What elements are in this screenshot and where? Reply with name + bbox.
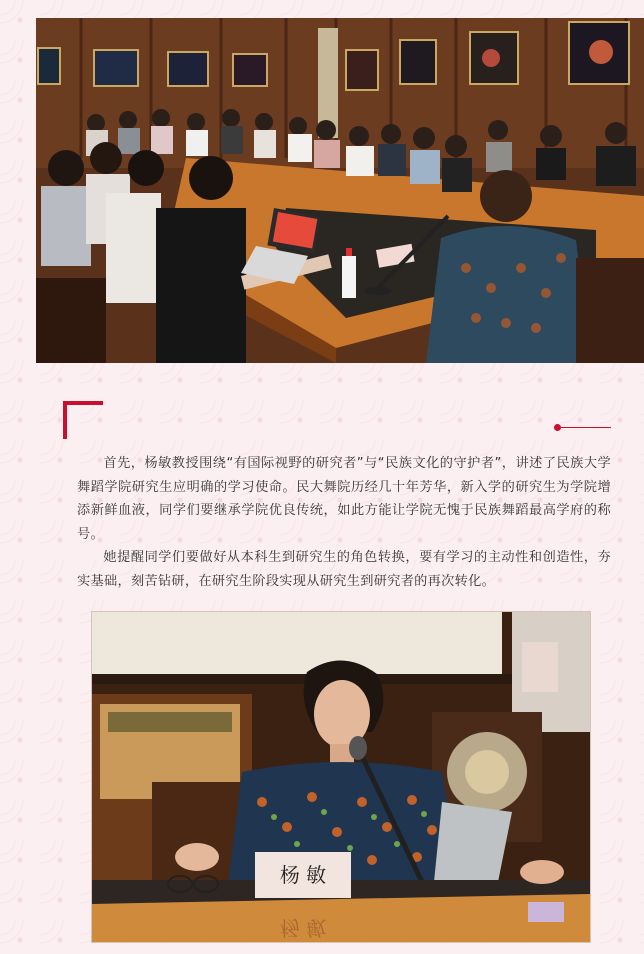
nameplate-text: 杨 敏 — [279, 863, 327, 887]
corner-bracket-decoration — [63, 401, 103, 439]
article-body — [77, 452, 611, 594]
nameplate-reflection: 杨 敏 — [279, 916, 327, 940]
speaker-photo — [91, 611, 591, 943]
divider-line-decoration — [559, 427, 611, 428]
article-paragraph: 首先，杨敏教授围绕“有国际视野的研究者”与“民族文化的守护者”，讲述了民族大学舞蹈学院研究生应明确的学习使命。民大舞院历经几十年芳华，新入学的研究生为学院增添新鲜血液，同学们要继承学院优良传统，如此方能让学院无愧于民族舞蹈最高学府的称号。 — [77, 456, 611, 542]
speaker-photo-illustration — [92, 612, 590, 942]
meeting-photo — [36, 18, 644, 363]
article-paragraph: 她提醒同学们要做好从本科生到研究生的角色转换，要有学习的主动性和创造性，夯实基础，刻苦钻研，在研究生阶段实现从研究生到研究者的再次转化。 — [77, 550, 611, 589]
divider-dot-decoration — [554, 424, 561, 431]
meeting-photo-illustration — [36, 18, 644, 363]
